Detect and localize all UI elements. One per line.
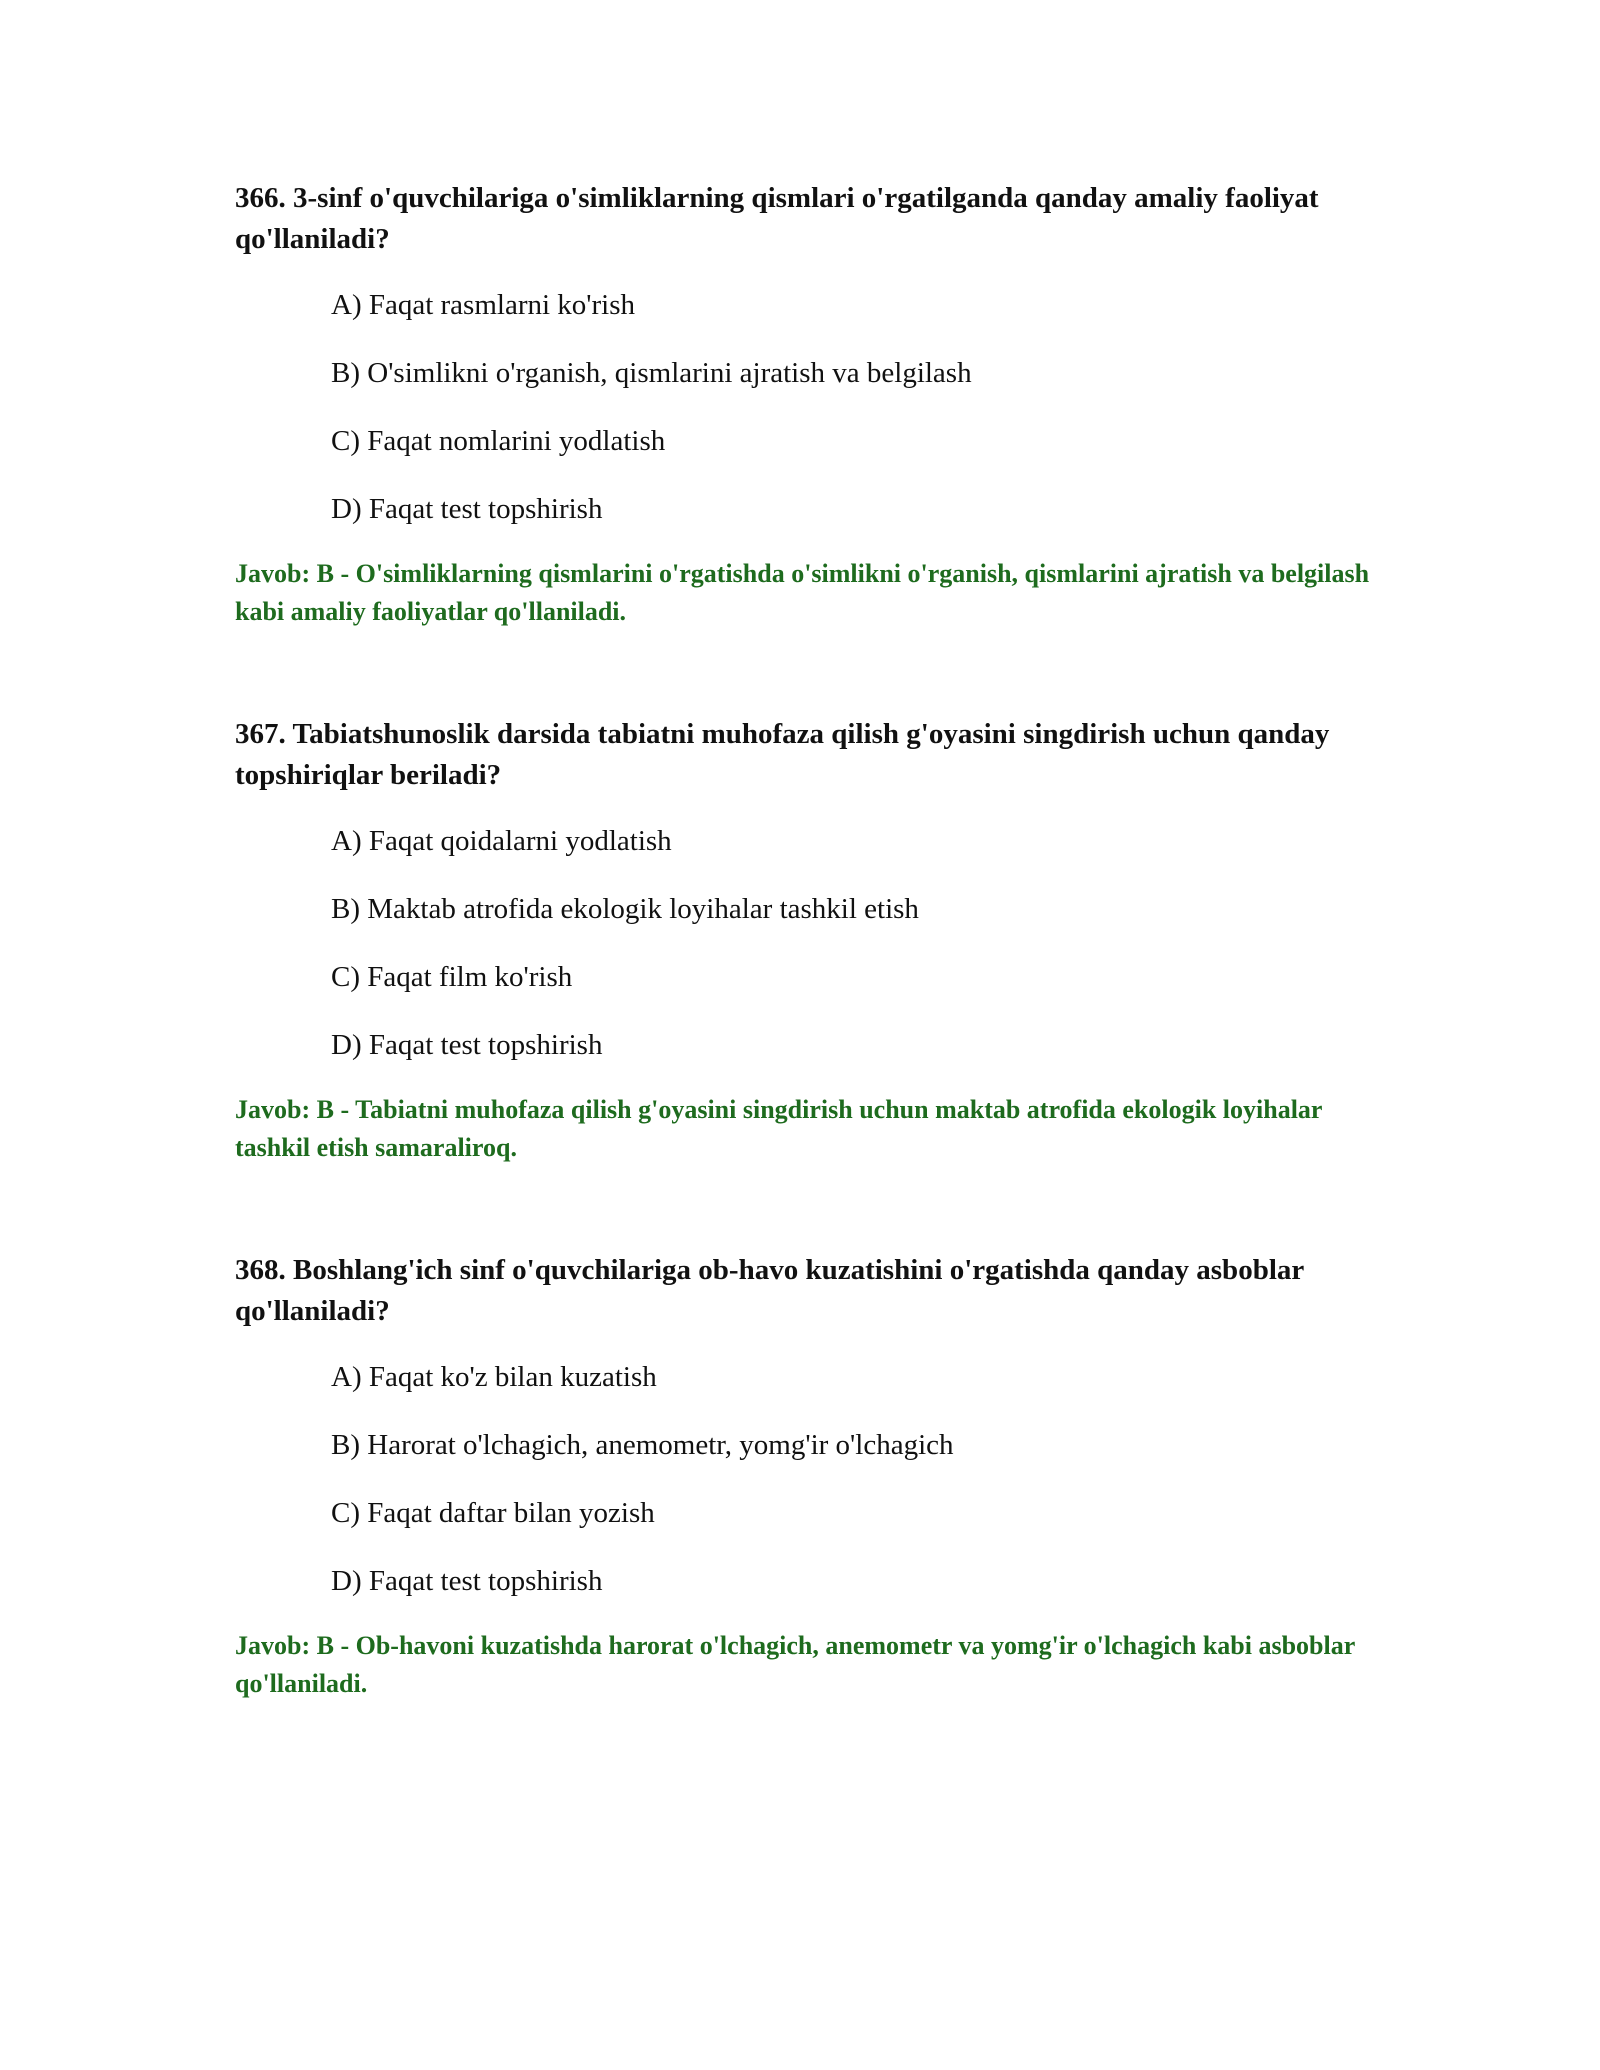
answer-text: Javob: B - Tabiatni muhofaza qilish g'oyasini singdirish uchun maktab atrofida ekologik loyihalar tashkil etish samaraliroq.	[235, 1095, 1322, 1162]
option-b: B) Harorat o'lchagich, anemometr, yomg'ir o'lchagich	[331, 1429, 954, 1461]
option-a: A) Faqat ko'z bilan kuzatish	[331, 1361, 657, 1393]
option-c: C) Faqat film ko'rish	[331, 961, 573, 993]
question-368	[235, 1250, 1385, 1703]
option-b: B) Maktab atrofida ekologik loyihalar tashkil etish	[331, 893, 919, 925]
option-a: A) Faqat qoidalarni yodlatish	[331, 825, 672, 857]
option-d: D) Faqat test topshirish	[331, 493, 603, 525]
options-list	[235, 1357, 1385, 1602]
question-title: 368. Boshlang'ich sinf o'quvchilariga ob-havo kuzatishini o'rgatishda qanday asboblar qo'llaniladi?	[235, 1254, 1304, 1327]
option-c: C) Faqat nomlarini yodlatish	[331, 425, 666, 457]
document-page	[235, 178, 1385, 1703]
option-b: B) O'simlikni o'rganish, qismlarini ajratish va belgilash	[331, 357, 972, 389]
question-366	[235, 178, 1385, 631]
question-title: 366. 3-sinf o'quvchilariga o'simliklarning qismlari o'rgatilganda qanday amaliy faoliyat qo'llaniladi?	[235, 182, 1319, 255]
question-title: 367. Tabiatshunoslik darsida tabiatni muhofaza qilish g'oyasini singdirish uchun qanday topshiriqlar beriladi?	[235, 718, 1330, 791]
answer-text: Javob: B - Ob-havoni kuzatishda harorat o'lchagich, anemometr va yomg'ir o'lchagich kabi asboblar qo'llaniladi.	[235, 1631, 1355, 1698]
option-d: D) Faqat test topshirish	[331, 1565, 603, 1597]
option-a: A) Faqat rasmlarni ko'rish	[331, 289, 636, 321]
answer-text: Javob: B - O'simliklarning qismlarini o'rgatishda o'simlikni o'rganish, qismlarini ajratish va belgilash kabi amaliy faoliyatlar qo'llaniladi.	[235, 559, 1370, 626]
option-d: D) Faqat test topshirish	[331, 1029, 603, 1061]
option-c: C) Faqat daftar bilan yozish	[331, 1497, 655, 1529]
options-list	[235, 285, 1385, 530]
options-list	[235, 821, 1385, 1066]
question-367	[235, 714, 1385, 1167]
